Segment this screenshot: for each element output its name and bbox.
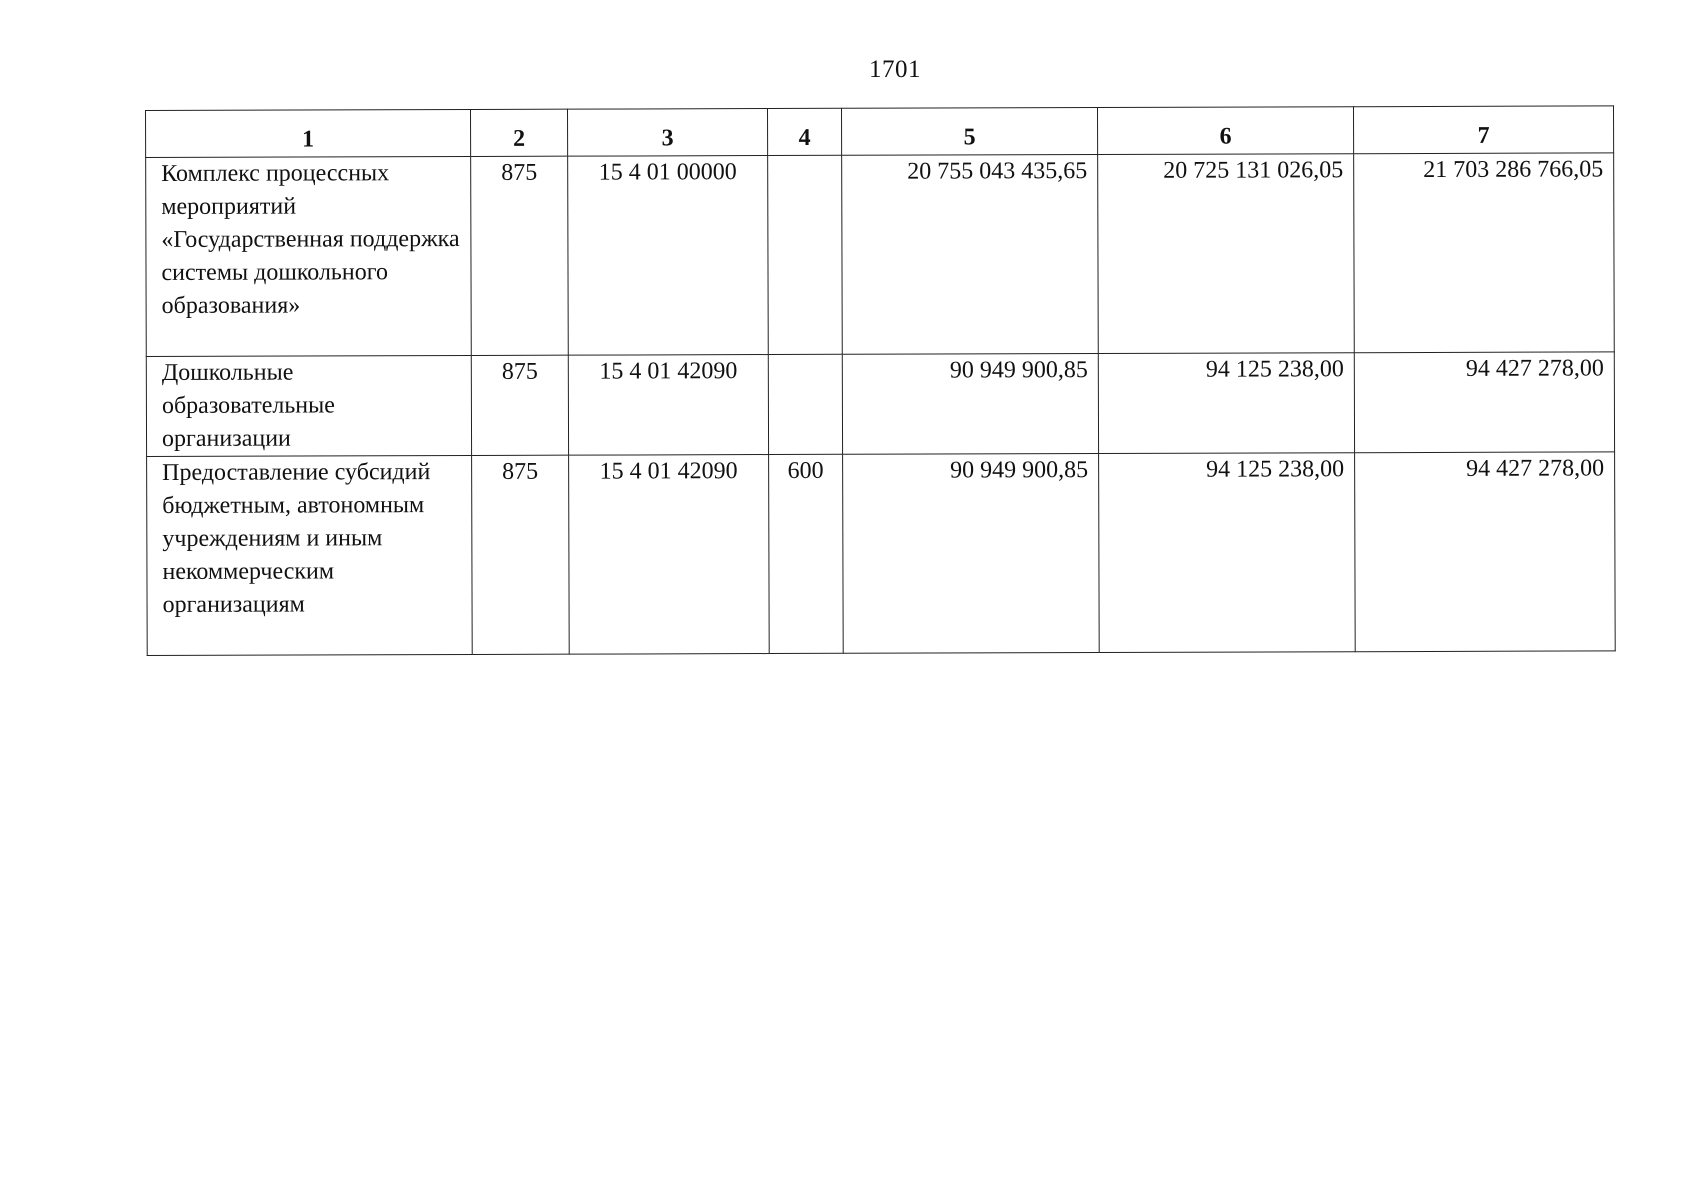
amount-year-3-cell: 94 427 278,00 <box>1354 352 1614 453</box>
column-header-4: 4 <box>767 108 841 155</box>
column-header-2: 2 <box>470 109 567 156</box>
amount-year-1-cell: 90 949 900,85 <box>842 354 1098 455</box>
column-header-1: 1 <box>146 109 471 157</box>
row-name-cell: Комплекс процессных мероприятий «Государственная поддержка системы дошкольного образования» <box>146 156 472 356</box>
ministry-code-cell: 875 <box>471 355 568 455</box>
row-name-cell: Дошкольные образовательные организации <box>146 355 471 456</box>
budget-table <box>145 105 1616 656</box>
header-row <box>146 106 1614 158</box>
amount-year-3-cell: 94 427 278,00 <box>1355 452 1616 652</box>
amount-year-2-cell: 94 125 238,00 <box>1098 353 1354 454</box>
amount-year-2-cell: 20 725 131 026,05 <box>1098 154 1355 354</box>
budget-table-container <box>145 105 1616 656</box>
expense-type-cell: 600 <box>769 454 844 653</box>
ministry-code-cell: 875 <box>471 156 569 355</box>
expense-type-cell <box>768 354 842 454</box>
table-row <box>146 153 1615 357</box>
column-header-7: 7 <box>1353 106 1613 154</box>
amount-year-2-cell: 94 125 238,00 <box>1099 453 1356 653</box>
table-row <box>147 452 1616 656</box>
column-header-6: 6 <box>1097 107 1353 155</box>
target-article-cell: 15 4 01 42090 <box>568 355 768 456</box>
table-row <box>146 352 1614 457</box>
expense-type-cell <box>768 155 843 354</box>
amount-year-3-cell: 21 703 286 766,05 <box>1354 153 1615 353</box>
amount-year-1-cell: 20 755 043 435,65 <box>842 155 1099 355</box>
target-article-cell: 15 4 01 42090 <box>569 455 770 655</box>
ministry-code-cell: 875 <box>472 455 570 654</box>
target-article-cell: 15 4 01 00000 <box>568 156 769 356</box>
page-number: 1701 <box>869 56 921 83</box>
row-name-cell: Предоставление субсидий бюджетным, автономным учреждениям и иным некоммерческим организациям <box>147 455 473 655</box>
column-header-5: 5 <box>841 108 1097 156</box>
column-header-3: 3 <box>567 109 767 157</box>
amount-year-1-cell: 90 949 900,85 <box>843 454 1100 654</box>
